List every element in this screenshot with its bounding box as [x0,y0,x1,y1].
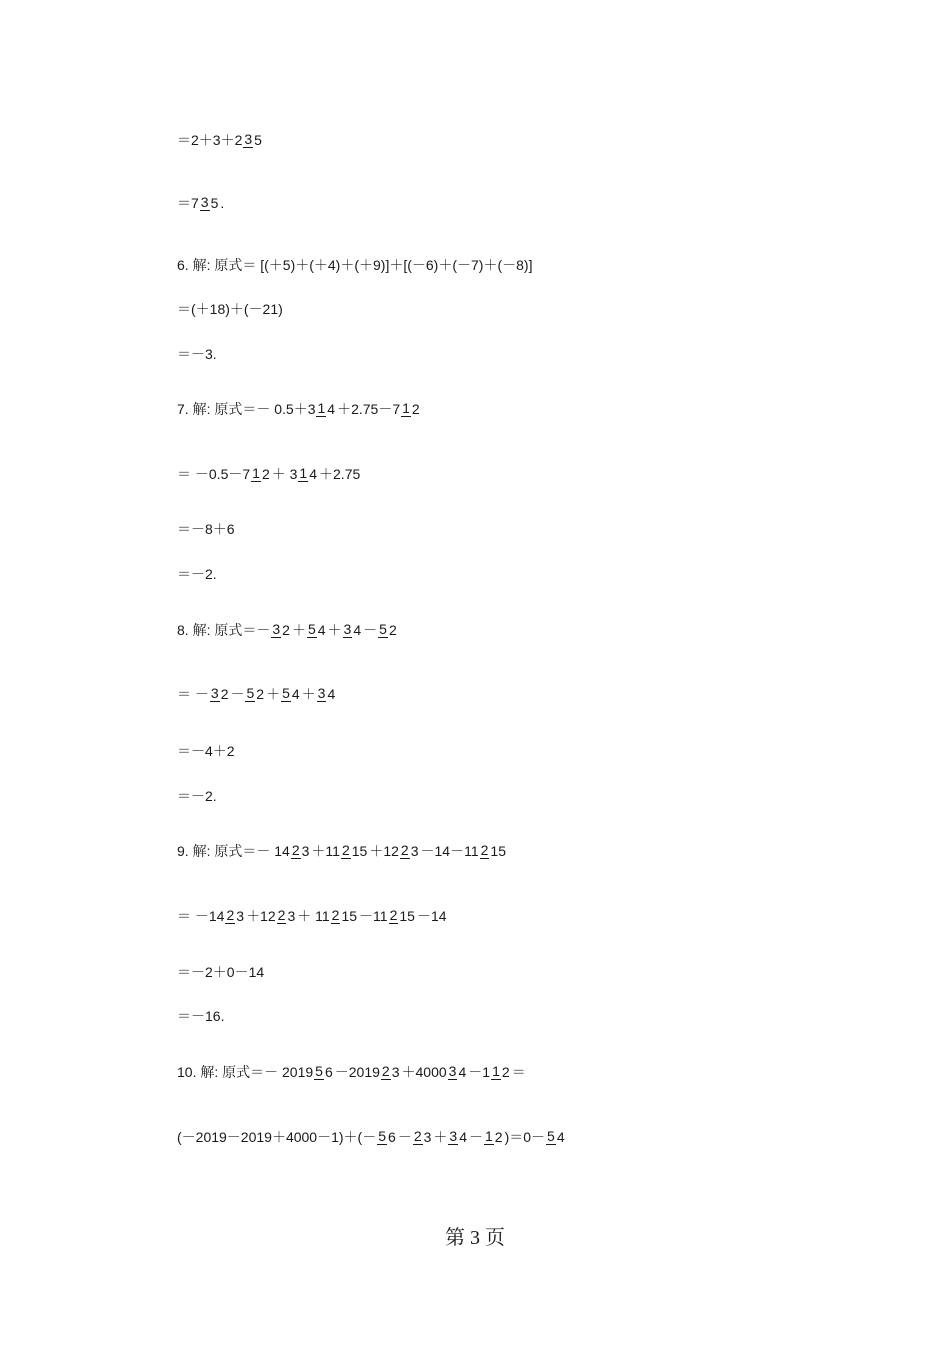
equation-text: (－2019－2019＋4000－1)＋(－ [177,1129,377,1146]
fraction [316,401,336,417]
fraction-numerator: 2 [381,1063,390,1080]
fraction-denominator: 4 [317,621,326,638]
equation-text: ＋ [433,1129,448,1146]
equation-text: ＝－2. [177,566,217,583]
fraction-numerator: 5 [307,621,316,638]
fraction-numerator: 1 [252,465,260,482]
fraction-numerator: 2 [341,842,350,859]
fraction-numerator: 5 [378,1128,387,1145]
fraction-numerator: 3 [272,621,281,638]
page-footer [0,1221,950,1250]
fraction [546,1129,566,1145]
equation-text: . [220,195,225,212]
fraction-numerator: 1 [492,1063,500,1080]
fraction-denominator: 15 [399,907,415,924]
equation-text: － [230,686,245,703]
fraction-denominator: 2 [282,621,290,638]
fraction-numerator: 1 [317,400,326,417]
equation-line [177,399,422,418]
fraction-denominator: 3 [423,1128,432,1145]
equation-text: －14－11 [420,843,479,860]
fraction [401,401,421,417]
fraction [277,908,297,924]
fraction [314,1064,334,1080]
fraction-denominator: 4 [458,1063,467,1080]
fraction-denominator: 4 [353,621,362,638]
fraction-denominator: 4 [309,465,318,482]
fraction-numerator: 2 [389,907,398,924]
fraction-denominator: 3 [410,842,419,859]
fraction [307,622,327,638]
fraction-denominator: 2 [411,400,420,417]
equation-line [177,906,447,925]
fraction-denominator: 5 [254,131,262,148]
equation-line [177,519,235,538]
fraction-numerator: 2 [331,907,340,924]
equation-line [177,564,217,583]
fraction-denominator: 2 [501,1063,510,1080]
fraction [291,843,311,859]
fraction-numerator: 3 [343,621,352,638]
equation-text: ＝7 [177,195,199,212]
equation-text: ＝－16. [177,1008,225,1025]
equation-text: ＝－3. [177,346,217,363]
equation-line [177,786,217,805]
fraction [448,1064,468,1080]
fraction-denominator: 2 [220,685,229,702]
equation-line [177,962,264,981]
equation-text: ＋2.75－7 [337,401,401,418]
fraction [389,908,416,924]
equation-text: ＝－8＋6 [177,521,235,538]
fraction [491,1064,511,1080]
equation-text: 9. 解: 原式＝－ 14 [177,843,290,860]
fraction-numerator: 2 [226,907,235,924]
fraction [251,466,271,482]
fraction [343,622,363,638]
fraction-numerator: 3 [449,1128,458,1145]
fraction-numerator: 3 [317,685,326,702]
fraction-denominator: 2 [256,685,265,702]
fraction-numerator: 2 [480,842,489,859]
fraction-denominator: 4 [327,685,336,702]
fraction [448,1129,468,1145]
fraction-denominator: 4 [556,1128,565,1145]
fraction [317,686,337,702]
fraction-numerator: 1 [485,1128,493,1145]
equation-text: ＝ － [177,686,209,703]
fraction-numerator: 2 [400,842,409,859]
fraction [480,843,507,859]
equation-text: ＋11 [311,843,340,860]
fraction [377,1129,397,1145]
equation-line [177,255,532,274]
equation-text: －11 [359,908,388,925]
equation-text: ＝ －0.5－7 [177,466,251,483]
fraction-numerator: 2 [413,1128,422,1145]
fraction-denominator: 6 [324,1063,333,1080]
fraction-denominator: 15 [490,842,506,859]
fraction-numerator: 5 [246,685,255,702]
fraction [484,1129,504,1145]
fraction-denominator: 3 [391,1063,400,1080]
equation-text: ＋ [266,686,281,703]
fraction-numerator: 3 [244,131,253,148]
equation-text: 7. 解: 原式＝－ 0.5＋3 [177,401,316,418]
equation-text: －14 [416,908,447,925]
fraction-numerator: 5 [282,685,290,702]
fraction-denominator: 3 [236,907,245,924]
fraction [243,132,263,148]
equation-line [177,684,337,703]
equation-text: ＝－2. [177,788,217,805]
equation-text: ＝2＋3＋2 [177,132,243,149]
fraction-numerator: 3 [200,194,209,211]
fraction-numerator: 2 [291,842,300,859]
equation-text: －2019 [334,1064,380,1081]
equation-text: ＋ 11 [297,908,330,925]
equation-text: ＋ [291,622,306,639]
fraction [225,908,245,924]
fraction [413,1129,433,1145]
fraction-numerator: 5 [547,1128,555,1145]
equation-text: － [469,1129,483,1146]
fraction [210,686,230,702]
fraction-numerator: 3 [448,1063,457,1080]
fraction-denominator: 2 [494,1128,503,1145]
equation-text: ＋12 [246,908,276,925]
equation-line [177,464,360,483]
equation-text: ＋ 3 [271,466,298,483]
equation-text: 6. 解: 原式＝ [(＋5)＋(＋4)＋(＋9)]＋[(－6)＋(－7)＋(－8)] [177,257,533,274]
equation-text: ＋4000 [401,1064,447,1081]
fraction-numerator: 1 [402,400,410,417]
equation-text: )＝0－ [504,1129,546,1146]
equation-text: －1 [468,1064,491,1081]
equation-line [177,130,264,149]
equation-line [177,193,224,212]
fraction [400,843,420,859]
fraction [331,908,358,924]
fraction-denominator: 5 [210,194,219,211]
page-number-label: 第 3 页 [445,1227,505,1249]
fraction-denominator: 3 [287,907,296,924]
fraction-denominator: 4 [327,400,336,417]
fraction-denominator: 2 [261,465,270,482]
fraction-denominator: 6 [388,1128,396,1145]
fraction-numerator: 1 [299,465,308,482]
equation-line [177,299,283,318]
fraction-numerator: 2 [277,907,286,924]
fraction-numerator: 5 [379,621,387,638]
fraction-denominator: 15 [341,907,358,924]
equation-text: － [397,1129,412,1146]
equation-line [177,1127,567,1146]
equation-text: ＝(＋18)＋(－21) [177,301,283,318]
equation-line [177,1062,526,1081]
fraction [378,622,398,638]
fraction [200,195,220,211]
fraction-denominator: 15 [351,842,368,859]
fraction-denominator: 3 [301,842,310,859]
equation-text: ＝ [511,1064,526,1081]
equation-text: ＝－4＋2 [177,743,235,760]
equation-line [177,620,399,639]
fraction-denominator: 4 [459,1128,467,1145]
equation-line [177,344,217,363]
fraction [281,686,301,702]
equation-text: ＝ －14 [177,908,225,925]
equation-text: － [363,622,378,639]
equation-text: ＋ [327,622,342,639]
equation-line [177,1006,224,1025]
equation-text: ＋2.75 [319,466,361,483]
equation-line [177,841,508,860]
equation-line [177,741,235,760]
fraction [381,1064,401,1080]
fraction [298,466,318,482]
fraction-numerator: 5 [315,1063,323,1080]
fraction [271,622,291,638]
fraction [245,686,265,702]
fraction-denominator: 2 [388,621,397,638]
equation-text: ＋12 [369,843,399,860]
fraction-denominator: 4 [291,685,300,702]
equation-text: 8. 解: 原式＝－ [177,622,271,639]
equation-text: ＋ [301,686,316,703]
equation-text: ＝－2＋0－14 [177,964,265,981]
equation-text: 10. 解: 原式＝－ 2019 [177,1064,314,1081]
fraction [341,843,368,859]
fraction-numerator: 3 [210,685,219,702]
